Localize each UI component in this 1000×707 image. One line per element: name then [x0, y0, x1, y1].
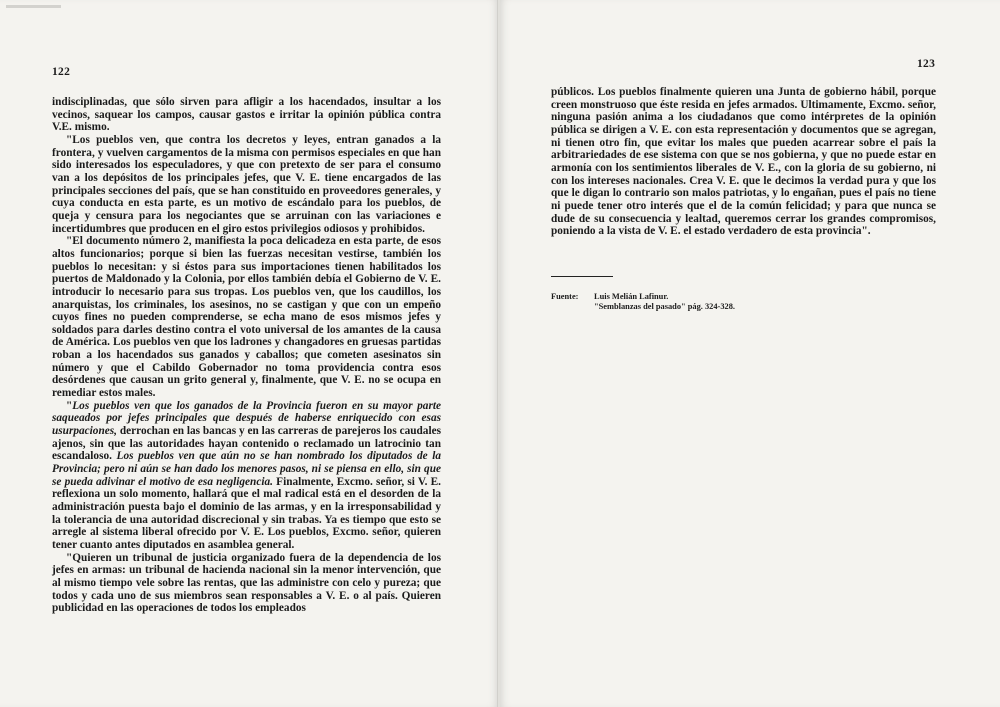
source-label: Fuente:: [551, 292, 579, 301]
left-page-body: [52, 96, 441, 615]
left-page: [0, 0, 498, 707]
italic-run: Los pueblos ven que los ganados de la Provincia fueron en su mayor parte saqueados por jefes principales que después de haberse enriquecido con esas usurpaciones,: [52, 399, 441, 438]
text-run: ": [66, 399, 73, 412]
text-run: Finalmente, Excmo. señor, si V. E. reflexiona un solo momento, hallará que el mal radical está en el desorden de la administración puesta bajo el dominio de las armas, y en la irresponsabilidad y la tolerancia de una autoridad discrecional y sin trabas. Ya es tiempo que esto se arregle al sistema liberal ofrecido por V. E. Los pueblos, Excmo. señor, quieren tener cuanto antes diputados en asamblea general.: [52, 475, 441, 551]
text-run: "Quieren un tribunal de justicia organizado fuera de la dependencia de los jefes en armas: un tribunal de hacienda nacional sin la menor intervención, que al mismo tiempo vele sobre las rentas, que las administre con celo y pureza; que todos y cada uno de sus miembros sean responsables a V. E. o al país. Quieren publicidad en las operaciones de todos los empleados: [52, 551, 441, 615]
page-number-left: 122: [52, 66, 71, 78]
text-run: "El documento número 2, manifiesta la poca delicadeza en esta parte, de esos altos funcionarios; porque si bien las fuerzas necesitan vestirse, también los pueblos lo necesitan: y si éstos para sus importaciones tienen habilitados los puertos de Maldonado y la Colonia, por ellos también debía el Gobierno de V. E. introducir lo necesario para sus tropas. Los pueblos ven, que los caudillos, los anarquistas, los criminales, los asesinos, no se castigan y que con un empeño cuyos fines no pueden comprenderse, se echa mano de esos mismos jefes y soldados para darles destino contra el voto universal de los amantes de la causa de América. Los pueblos ven que los ladrones y changadores en gruesas partidas roban a los hacendados sus ganados y caballos; que cometen asesinatos sin número y que el Cabildo Gobernador no toma providencia contra esos desórdenes que causan un grito general y, finalmente, que V. E. no se ocupa en remediar estos males.: [52, 235, 441, 400]
text-run: "Los pueblos ven, que contra los decretos y leyes, entran ganados a la frontera, y vuelven cargamentos de la misma con permisos especiales en que han sido interesados los especuladores, y que con pretexto de ser para el consumo van a los depósitos de los principales jefes, que V. E. tiene encargados de las principales secciones del país, que se han constituido en proveedores generales, y cuya conducta en esta parte, es un motivo de escándalo para los pueblos, de queja y censura para los negociantes que se arruinan con las variaciones e incertidumbres que producen en el giro estos privilegios odiosos y prohibidos.: [52, 133, 441, 235]
paragraph: [52, 400, 441, 552]
source-work: "Semblanzas del pasado" pág. 324-328.: [594, 302, 735, 311]
paragraph: [551, 86, 936, 238]
text-run: públicos. Los pueblos finalmente quieren una Junta de gobierno hábil, porque creen monstruoso que éste resida en jefes armados. Ultimamente, Excmo. señor, ninguna pasión anima a los ciudadanos que como intérpretes de la opinión pública se dirigen a V. E. con esta representación y documentos que se agregan, ni tienen otro fin, que evitar los males que pueden acarrear sobre el país la arbitrariedades de ese sistema con que se nos gobierna, y que no puede estar en armonía con los sentimientos liberales de V. E., con la gloria de su gobierno, ni con los intereses nacionales. Crea V. E. que le decimos la verdad pura y que los que le digan lo contrario son malos patriotas, y lo engañan, pues el país no tiene ni puede tener otro interés que el de la común felicidad; y para que nunca se dude de su consecuencia y lealtad, queremos cerrar los grandes compromisos, poniendo a la vista de V. E. el estado verdadero de esta provincia".: [551, 86, 936, 238]
paragraph: [52, 134, 441, 235]
source-citation: [551, 292, 735, 312]
paragraph: [52, 552, 441, 615]
page-number-right: 123: [917, 58, 936, 70]
source-author: Luis Melián Lafinur.: [594, 292, 669, 301]
scan-mark: [6, 5, 61, 8]
text-run: indisciplinadas, que sólo sirven para afligir a los hacendados, insultar a los vecinos, saquear los campos, causar gastos e irritar la opinión pública contra V.E. mismo.: [52, 96, 441, 134]
paragraph: [52, 235, 441, 400]
paragraph: [52, 96, 441, 134]
footnote-rule: [551, 276, 613, 277]
text-run: derrochan en las bancas y en las carreras de parejeros los caudales ajenos, sin que las autoridades hayan contenido o reclamado un latrocinio tan escandaloso.: [52, 425, 441, 463]
italic-run: Los pueblos ven que aún no se han nombrado los diputados de la Provincia; pero ni aún se han dado los menores pasos, ni se piensa en ello, sin que se pueda adivinar el motivo de esa negligencia.: [52, 450, 441, 488]
right-page-body: [551, 86, 936, 238]
